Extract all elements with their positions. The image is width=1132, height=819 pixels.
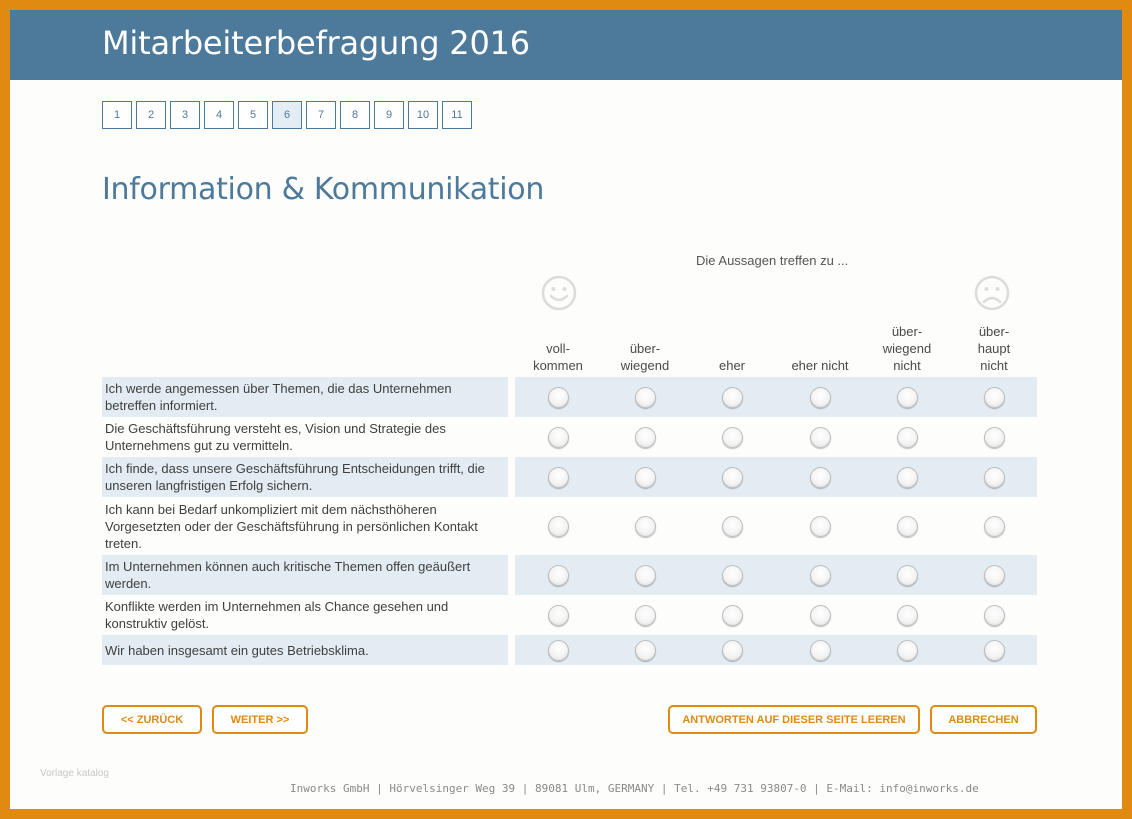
question-text: Konflikte werden im Unternehmen als Chance gesehen und konstruktiv gelöst.	[105, 599, 449, 631]
page-button-7[interactable]: 7	[306, 101, 336, 129]
cancel-button[interactable]: ABBRECHEN	[930, 705, 1037, 734]
answer-options	[515, 457, 1037, 497]
question-row	[102, 377, 1037, 417]
question-text: Ich kann bei Bedarf unkompliziert mit dem nächsthöheren Vorgesetzten oder der Geschäftsführung in persönlichen Kontakt treten.	[105, 501, 478, 551]
question-text: Im Unternehmen können auch kritische Themen offen geäußert werden.	[102, 555, 508, 595]
answer-radio-option-6[interactable]	[984, 605, 1005, 626]
question-text: Ich finde, dass unsere Geschäftsführung Entscheidungen trifft, die unseren langfristigen Erfolg sichern.	[102, 457, 508, 497]
answer-radio-option-1[interactable]	[548, 516, 569, 537]
answer-radio-option-5[interactable]	[897, 640, 918, 661]
answer-radio-option-4[interactable]	[810, 387, 831, 408]
answer-radio-option-3[interactable]	[722, 605, 743, 626]
clear-answers-button[interactable]: ANTWORTEN AUF DIESER SEITE LEEREN	[668, 705, 920, 734]
answer-radio-option-6[interactable]	[984, 565, 1005, 586]
answer-options	[515, 555, 1037, 595]
answer-radio-option-4[interactable]	[810, 640, 831, 661]
question-text: Die Geschäftsführung versteht es, Vision und Strategie des Unternehmens gut zu vermitteln.	[105, 421, 446, 453]
answer-radio-option-5[interactable]	[897, 387, 918, 408]
question-text: Ich werde angemessen über Themen, die das Unternehmen betreffen informiert.	[102, 377, 508, 417]
survey-frame	[10, 10, 1122, 809]
answer-options	[515, 377, 1037, 417]
answer-radio-option-5[interactable]	[897, 467, 918, 488]
page-button-3[interactable]: 3	[170, 101, 200, 129]
page-button-5[interactable]: 5	[238, 101, 268, 129]
scale-column-header: voll- kommen	[533, 341, 583, 373]
answer-radio-option-3[interactable]	[722, 565, 743, 586]
page-navigation	[102, 101, 472, 129]
scale-column-header: über- haupt nicht	[977, 324, 1011, 373]
page-button-9[interactable]: 9	[374, 101, 404, 129]
page-title: Mitarbeiterbefragung 2016	[102, 24, 530, 62]
answer-radio-option-6[interactable]	[984, 467, 1005, 488]
section-title: Information & Kommunikation	[102, 172, 545, 207]
answer-radio-option-1[interactable]	[548, 387, 569, 408]
scale-column-header: über- wiegend nicht	[882, 324, 932, 373]
answer-radio-option-6[interactable]	[984, 516, 1005, 537]
page-button-4[interactable]: 4	[204, 101, 234, 129]
answer-options	[515, 595, 1037, 635]
question-row	[102, 595, 1037, 635]
question-matrix	[102, 377, 1037, 665]
answer-radio-option-1[interactable]	[548, 565, 569, 586]
answer-radio-option-2[interactable]	[635, 427, 656, 448]
answer-radio-option-6[interactable]	[984, 640, 1005, 661]
answer-radio-option-5[interactable]	[897, 516, 918, 537]
answer-options	[515, 635, 1037, 665]
answer-radio-option-3[interactable]	[722, 427, 743, 448]
answer-radio-option-2[interactable]	[635, 387, 656, 408]
page-button-11[interactable]: 11	[442, 101, 472, 129]
answer-radio-option-6[interactable]	[984, 427, 1005, 448]
question-text: Wir haben insgesamt ein gutes Betriebsklima.	[102, 635, 508, 665]
question-row	[102, 497, 1037, 555]
smiley-happy-icon	[540, 274, 578, 312]
answer-radio-option-6[interactable]	[984, 387, 1005, 408]
answer-radio-option-1[interactable]	[548, 467, 569, 488]
scale-column-header: über- wiegend	[620, 341, 670, 373]
scale-column-header: eher nicht	[791, 358, 849, 373]
answer-radio-option-4[interactable]	[810, 467, 831, 488]
question-row	[102, 417, 1037, 457]
question-row	[102, 635, 1037, 665]
answer-radio-option-1[interactable]	[548, 605, 569, 626]
answer-radio-option-4[interactable]	[810, 565, 831, 586]
answer-radio-option-2[interactable]	[635, 516, 656, 537]
answer-radio-option-4[interactable]	[810, 605, 831, 626]
question-row	[102, 555, 1037, 595]
answer-radio-option-2[interactable]	[635, 640, 656, 661]
question-row	[102, 457, 1037, 497]
smiley-sad-icon	[973, 274, 1011, 312]
answer-radio-option-3[interactable]	[722, 467, 743, 488]
page-button-2[interactable]: 2	[136, 101, 166, 129]
page-button-1[interactable]: 1	[102, 101, 132, 129]
answer-radio-option-1[interactable]	[548, 427, 569, 448]
scale-caption: Die Aussagen treffen zu ...	[696, 253, 849, 268]
page-button-8[interactable]: 8	[340, 101, 370, 129]
answer-radio-option-1[interactable]	[548, 640, 569, 661]
answer-radio-option-5[interactable]	[897, 605, 918, 626]
answer-radio-option-3[interactable]	[722, 516, 743, 537]
answer-options	[515, 417, 1037, 457]
answer-radio-option-2[interactable]	[635, 605, 656, 626]
header-bar	[10, 10, 1122, 80]
answer-radio-option-2[interactable]	[635, 467, 656, 488]
watermark: Vorlage katalog	[40, 768, 109, 779]
answer-radio-option-5[interactable]	[897, 427, 918, 448]
footer-address: Inworks GmbH | Hörvelsinger Weg 39 | 89081 Ulm, GERMANY | Tel. +49 731 93807-0 | E-Mail: info@inworks.de	[290, 782, 979, 795]
answer-options	[515, 497, 1037, 555]
answer-radio-option-2[interactable]	[635, 565, 656, 586]
page-button-10[interactable]: 10	[408, 101, 438, 129]
answer-radio-option-5[interactable]	[897, 565, 918, 586]
answer-radio-option-4[interactable]	[810, 516, 831, 537]
next-button[interactable]: WEITER >>	[212, 705, 308, 734]
scale-column-header: eher	[718, 358, 746, 373]
answer-radio-option-3[interactable]	[722, 387, 743, 408]
answer-radio-option-3[interactable]	[722, 640, 743, 661]
page-button-6[interactable]: 6	[272, 101, 302, 129]
answer-radio-option-4[interactable]	[810, 427, 831, 448]
back-button[interactable]: << ZURÜCK	[102, 705, 202, 734]
